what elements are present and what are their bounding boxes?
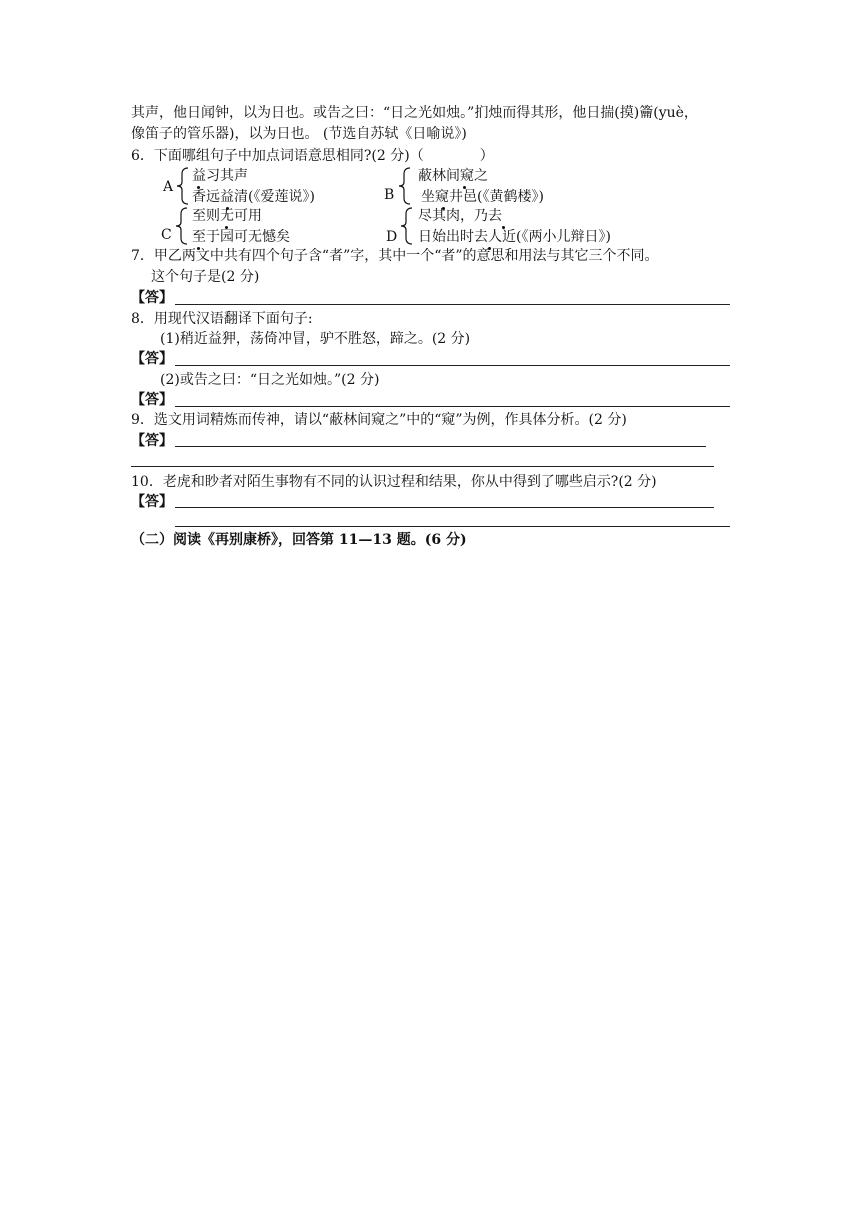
question-8-sentence-1: (1)稍近益狎，荡倚冲冒，驴不胜怒，蹄之。(2 分) — [160, 331, 471, 347]
answer-label-7: 【答】 — [131, 290, 173, 306]
option-b-sentence-2: 坐窥井邑(《黄鹤楼》) — [421, 189, 544, 205]
option-c-letter: C — [161, 227, 172, 243]
option-a-sentence-1: 益习其声 — [192, 168, 248, 184]
option-b-letter: B — [384, 187, 395, 203]
question-7-line-2: 这个句子是(2 分) — [151, 269, 260, 285]
answer-line-8-1[interactable] — [175, 365, 730, 366]
passage-line-1: 其声，他日闻钟，以为日也。或告之曰：“日之光如烛。”扪烛而得其形，他日揣(摸)籥(yuè， — [131, 105, 698, 121]
question-9-stem: 9．选文用词精炼而传神，请以“蔽林间窥之”中的“窥”为例，作具体分析。(2 分) — [131, 412, 627, 428]
option-a-letter: A — [163, 179, 174, 195]
answer-line-10-1[interactable] — [175, 507, 714, 508]
answer-label-10: 【答】 — [131, 494, 173, 510]
answer-line-9-2[interactable] — [131, 466, 714, 467]
answer-line-9-1[interactable] — [175, 446, 706, 447]
question-8-sentence-2: (2)或告之曰：“日之光如烛。”(2 分) — [160, 372, 380, 388]
answer-label-8-2: 【答】 — [131, 392, 173, 408]
emphasis-dot — [502, 226, 505, 229]
option-d-sentence-1: 尽其肉，乃去 — [418, 208, 502, 224]
answer-label-9: 【答】 — [131, 433, 173, 449]
answer-line-7[interactable] — [175, 304, 730, 305]
option-d-brace — [400, 206, 414, 246]
option-a-sentence-2: 香远益清(《爱莲说》) — [192, 189, 315, 205]
question-10-stem: 10．老虎和眇者对陌生事物有不同的认识过程和结果，你从中得到了哪些启示?(2 分) — [131, 474, 657, 490]
option-b-sentence-1: 蔽林间窥之 — [418, 168, 488, 184]
question-6-stem: 6．下面哪组句子中加点词语意思相同?(2 分)（ ） — [131, 148, 494, 164]
option-c-sentence-2: 至于园可无憾矣 — [192, 229, 290, 245]
emphasis-dot — [225, 226, 228, 229]
answer-line-8-2[interactable] — [175, 406, 730, 407]
option-c-brace — [175, 206, 189, 246]
section-2-title: （二）阅读《再别康桥》，回答第 11—13 题。(6 分) — [131, 532, 467, 548]
option-d-letter: D — [386, 229, 398, 245]
passage-line-2: 像笛子的管乐器)，以为日也。 (节选自苏轼《日喻说》) — [131, 126, 467, 142]
question-7-line-1: 7．甲乙两文中共有四个句子含“者”字，其中一个“者”的意思和用法与其它三个不同。 — [131, 248, 659, 264]
option-b-brace — [398, 166, 412, 206]
option-c-sentence-1: 至则无可用 — [192, 208, 262, 224]
emphasis-dot — [197, 186, 200, 189]
option-a-brace — [176, 166, 190, 206]
emphasis-dot — [463, 186, 466, 189]
question-8-stem: 8．用现代汉语翻译下面句子: — [131, 311, 313, 327]
option-d-sentence-2: 日始出时去人近(《两小儿辩日》) — [418, 229, 611, 245]
answer-line-10-2[interactable] — [175, 526, 730, 527]
answer-label-8-1: 【答】 — [131, 351, 173, 367]
